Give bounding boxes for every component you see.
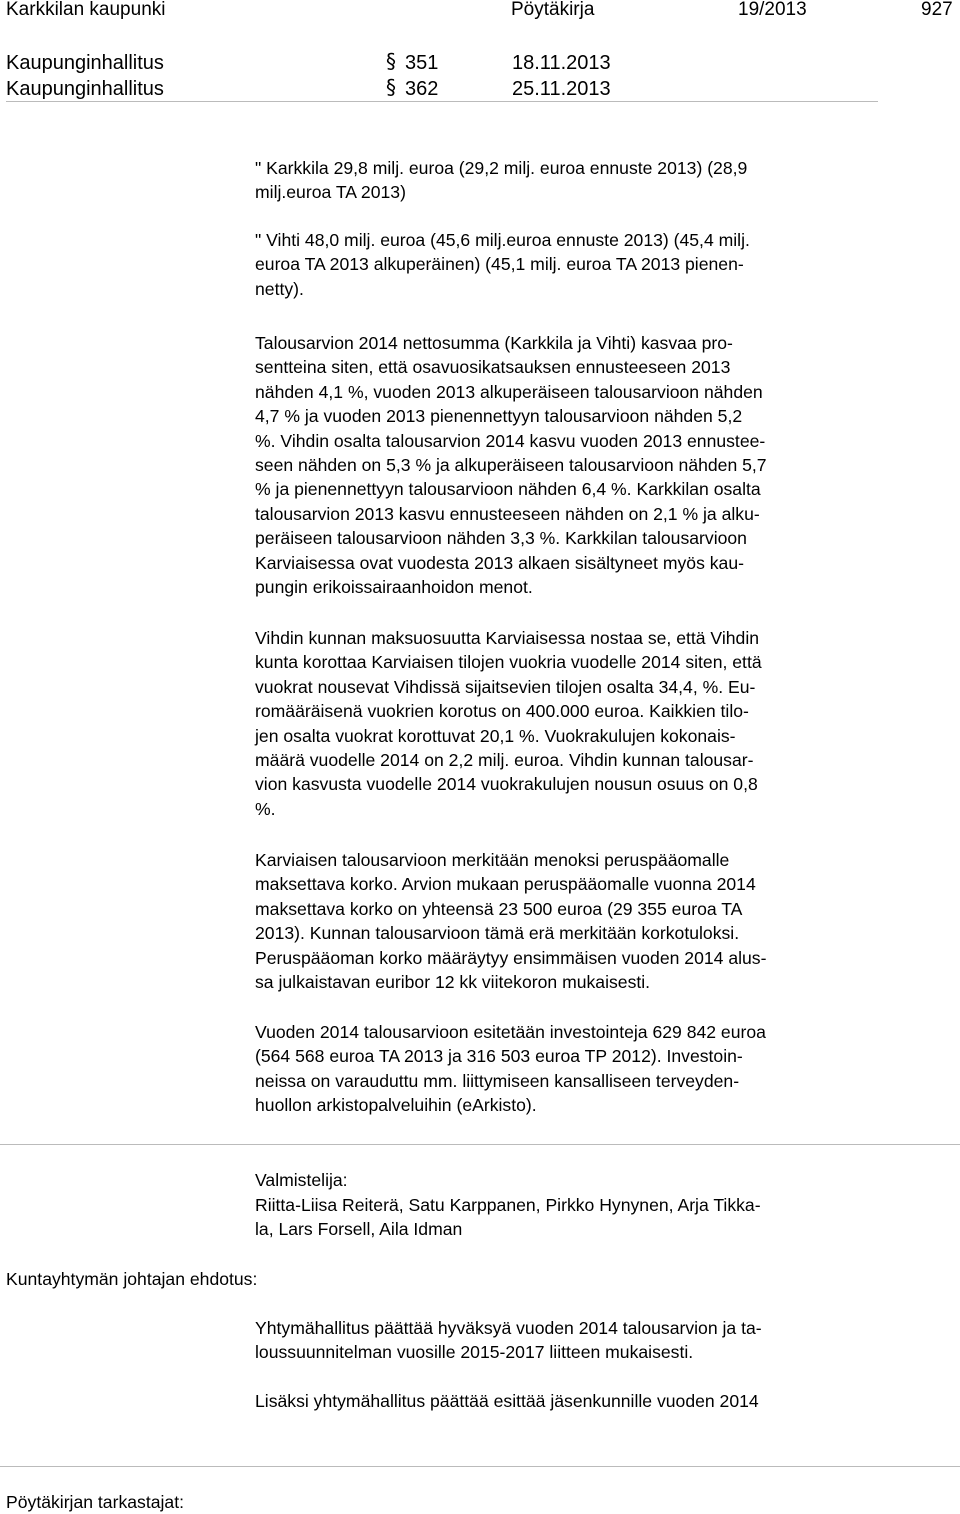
meeting-section-number: 362 bbox=[405, 78, 439, 100]
bullet-karkkila: " Karkkila 29,8 milj. euroa (29,2 milj. euroa ennuste 2013) (28,9 milj.euroa TA 2013) bbox=[255, 158, 748, 203]
section-divider bbox=[0, 1144, 960, 1145]
bullet-vihti: " Vihti 48,0 milj. euroa (45,6 milj.euroa ennuste 2013) (45,4 milj. euroa TA 2013 alkuperäinen) (45,1 milj. euroa TA 2013 pienen- netty). bbox=[255, 230, 750, 299]
meeting-section-number: 351 bbox=[405, 52, 439, 74]
preparer-label: Valmistelija: bbox=[255, 1170, 348, 1190]
minutes-checkers-label: Pöytäkirjan tarkastajat: bbox=[6, 1492, 184, 1512]
paragraph-vihti-rent: Vihdin kunnan maksuosuutta Karviaisessa nostaa se, että Vihdin kunta korottaa Karviaisen tilojen vuokria vuodelle 2014 siten, että vuokrat nousevat Vihdissä sijaitsevien tilojen osalta 34,4, %. Eu- romääräisenä vuokrien korotus on 400.000 euroa. Kaikkien tilo- jen osalta vuokrat korottuvat 20,1 %. Vuokrakulujen kokonais- määrä vuodelle 2014 on 2,2 milj. euroa. Vihdin kunnan talousar- vion kasvusta vuodelle 2014 vuokrakulujen nousun osuus on 0,8 %. bbox=[255, 628, 762, 819]
svg-text:§: § bbox=[386, 50, 396, 72]
section-sign-icon bbox=[386, 76, 400, 98]
document-number: 19/2013 bbox=[738, 0, 807, 20]
meeting-date: 25.11.2013 bbox=[512, 78, 611, 100]
proposal-label: Kuntayhtymän johtajan ehdotus: bbox=[6, 1269, 258, 1289]
section-sign-icon bbox=[386, 50, 400, 72]
svg-text:§: § bbox=[386, 76, 396, 98]
paragraph-investments: Vuoden 2014 talousarvioon esitetään investointeja 629 842 euroa (564 568 euroa TA 2013 ja 316 503 euroa TP 2012). Investoin- neissa on varauduttu mm. liittymiseen kansalliseen terveyden- huollon arkistopalveluihin (eArkisto). bbox=[255, 1022, 766, 1116]
proposal-text: Yhtymähallitus päättää hyväksyä vuoden 2014 talousarvion ja ta- loussuunnitelman vuosille 2015-2017 liitteen mukaisesti. bbox=[255, 1318, 762, 1363]
meeting-references bbox=[6, 50, 878, 102]
meeting-date: 18.11.2013 bbox=[512, 52, 611, 74]
document-type: Pöytäkirja bbox=[511, 0, 595, 20]
proposal-text-continued: Lisäksi yhtymähallitus päättää esittää jäsenkunnille vuoden 2014 bbox=[255, 1391, 759, 1411]
paragraph-interest: Karviaisen talousarvioon merkitään menoksi peruspääomalle maksettava korko. Arvion mukaan peruspääomalle vuonna 2014 maksettava korko on yhteensä 23 500 euroa (29 355 euroa TA 2013). Kunnan talousarvioon tämä erä merkitään korkotuloksi. Peruspääoman korko määräytyy ensimmäisen vuoden 2014 alus- sa julkaistavan euribor 12 kk viitekoron mukaisesti. bbox=[255, 850, 767, 993]
footer-divider bbox=[0, 1466, 960, 1467]
paragraph-budget-growth: Talousarvion 2014 nettosumma (Karkkila ja Vihti) kasvaa pro- sentteina siten, että osavuosikatsauksen ennusteeseen 2013 nähden 4,1 %, vuoden 2013 alkuperäiseen talousarvioon nähden 4,7 % ja vuoden 2013 pienennettyyn talousarvioon nähden 5,2 %. Vihdin osalta talousarvion 2014 kasvu vuoden 2013 ennustee- seen nähden on 5,3 % ja alkuperäiseen talousarvioon nähden 5,7 % ja pienennettyyn talousarvioon nähden 6,4 %. Karkkilan osalta talousarvion 2013 kasvu ennusteeseen nähden on 2,1 % ja alku- peräiseen talousarvioon nähden 3,3 %. Karkkilan talousarvioon Karviaisessa ovat vuodesta 2013 alkaen sisältyneet myös kau- pungin erikoissairaanhoidon menot. bbox=[255, 333, 767, 598]
preparer-names: Riitta-Liisa Reiterä, Satu Karppanen, Pirkko Hynynen, Arja Tikka- la, Lars Forsell, Aila Idman bbox=[255, 1195, 761, 1240]
meeting-body: Kaupunginhallitus bbox=[6, 52, 164, 74]
municipality-name: Karkkilan kaupunki bbox=[6, 0, 166, 20]
meeting-body: Kaupunginhallitus bbox=[6, 78, 164, 100]
page-number: 927 bbox=[921, 0, 953, 20]
